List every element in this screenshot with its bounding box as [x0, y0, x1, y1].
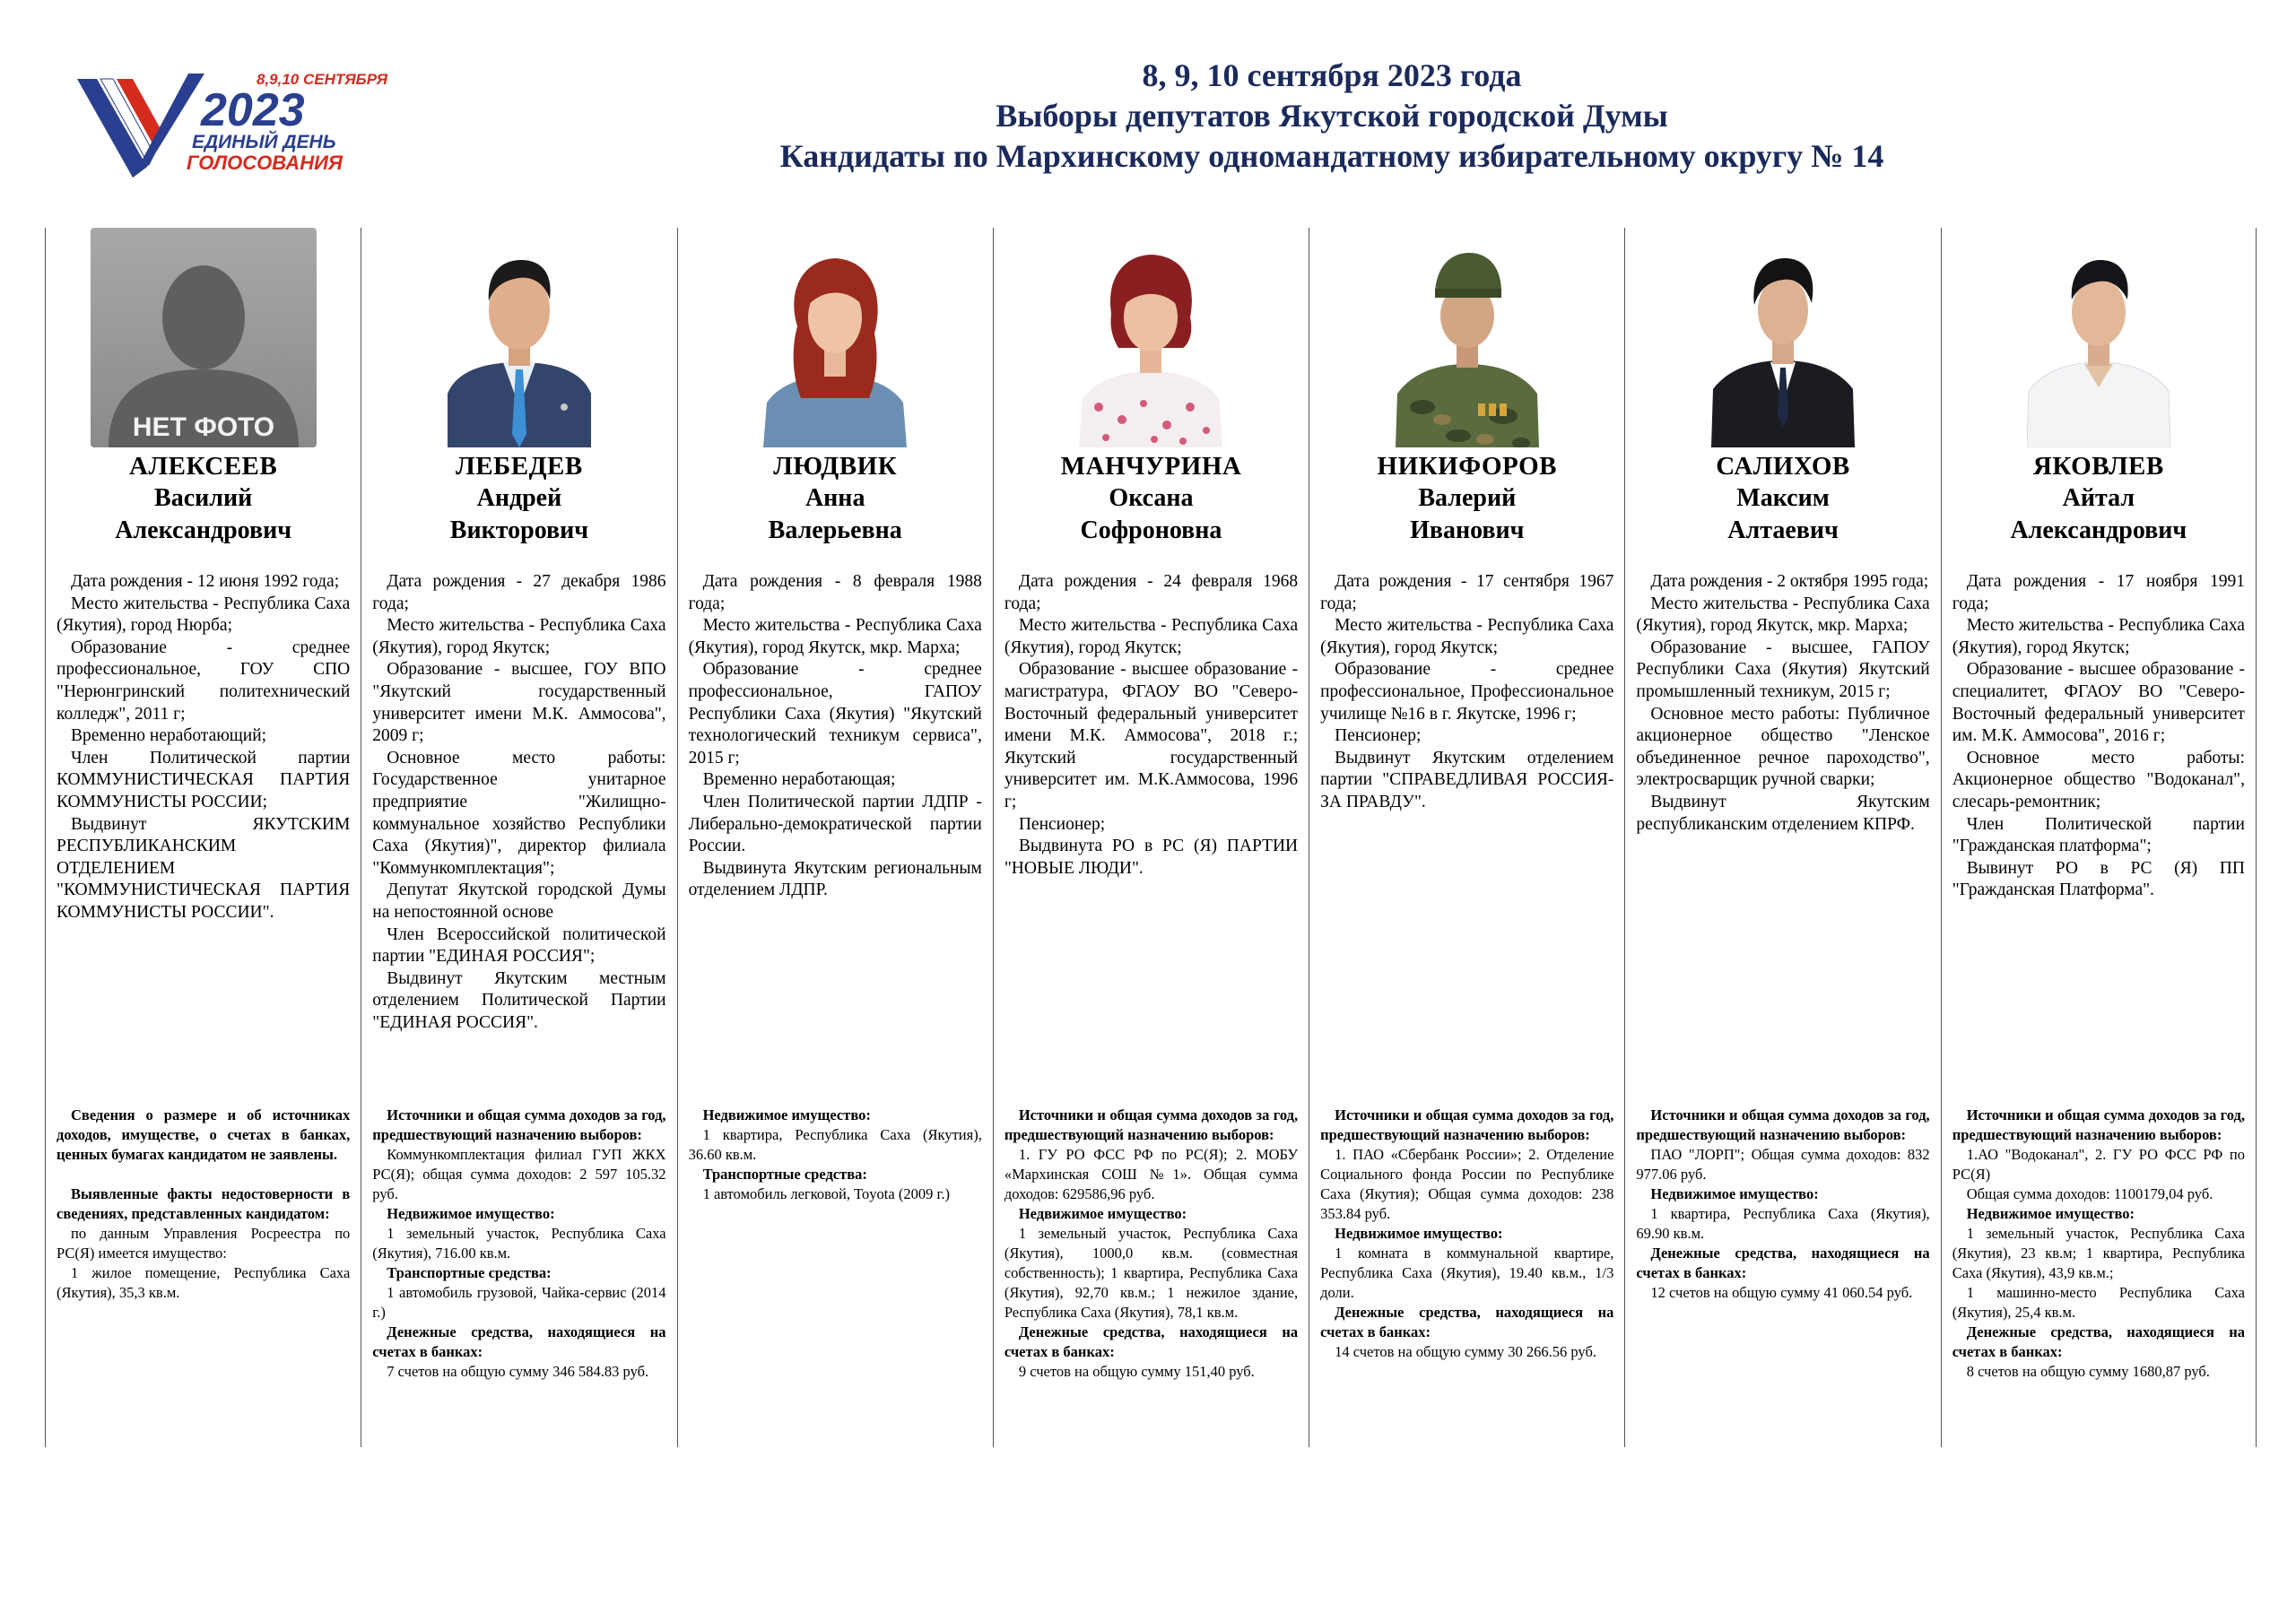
candidate-column	[993, 228, 1309, 1447]
bio-line: Выдвинута Якутским региональным отделением ЛДПР.	[688, 858, 982, 900]
candidate-name	[1942, 450, 2256, 547]
candidate-name	[994, 450, 1309, 547]
candidate-bio	[1636, 571, 1929, 836]
bio-line: Место жительства - Республика Саха (Якутия), город Якутск, мкр. Марха;	[1636, 594, 1930, 636]
candidate-photo	[91, 228, 317, 447]
candidate-first-name: Оксана	[1109, 484, 1194, 512]
candidate-name	[1309, 450, 1624, 547]
bio-line: Вывинут РО в РС (Я) ПП "Гражданская Платформа".	[1952, 858, 2245, 900]
finance-line: 14 счетов на общую сумму 30 266.56 руб.	[1335, 1343, 1596, 1360]
finance-heading: Источники и общая сумма доходов за год, предшествующий назначению выборов:	[1636, 1106, 1930, 1143]
candidate-first-name: Анна	[804, 484, 865, 512]
header-dates: 8, 9, 10 сентября 2023 года	[1142, 57, 1522, 93]
finance-heading: Источники и общая сумма доходов за год, предшествующий назначению выборов:	[1004, 1106, 1299, 1143]
candidate-column	[45, 228, 361, 1447]
candidate-patronymic: Викторович	[449, 516, 589, 544]
bio-line: Место жительства - Республика Саха (Якутия), город Якутск;	[1952, 616, 2245, 657]
header-title: Выборы депутатов Якутской городской Думы	[996, 98, 1668, 134]
page-header	[628, 56, 2036, 177]
finance-line: 1 квартира, Республика Саха (Якутия), 36.60 кв.м.	[688, 1126, 982, 1163]
candidate-photo	[763, 228, 907, 447]
finance-heading: Недвижимое имущество:	[1966, 1205, 2135, 1222]
bio-line: Дата рождения - 2 октября 1995 года;	[1650, 572, 1929, 591]
bio-line: Основное место работы: Публичное акционерное общество "Ленское объединенное речное пароходство", электросварщик ручной сварки;	[1636, 704, 1930, 790]
finance-line: по данным Управления Росреестра по РС(Я) имеется имущество:	[57, 1225, 351, 1262]
finance-line: 12 счетов на общую сумму 41 060.54 руб.	[1650, 1284, 1913, 1301]
candidate-name	[46, 450, 361, 547]
finance-line: Коммункомплектация филиал ГУП ЖКХ РС(Я); общая сумма доходов: 2 597 105.32 руб.	[372, 1146, 666, 1202]
finance-heading: Выявленные факты недостоверности в сведениях, представленных кандидатом:	[57, 1185, 351, 1222]
candidate-photo	[1396, 228, 1539, 447]
finance-line: 7 счетов на общую сумму 346 584.83 руб.	[387, 1363, 649, 1380]
finance-line: 1 машинно-место Республика Саха (Якутия), 25,4 кв.м.	[1952, 1284, 2245, 1321]
candidate-column	[677, 228, 993, 1447]
bio-line: Член Всероссийской политической партии "ЕДИНАЯ РОССИЯ";	[372, 924, 666, 967]
bio-line: Депутат Якутской городской Думы на непостоянной основе	[372, 880, 666, 922]
candidate-finance	[1004, 1106, 1298, 1382]
finance-heading: Недвижимое имущество:	[1018, 1205, 1187, 1222]
finance-line: 1 жилое помещение, Республика Саха (Якутия), 35,3 кв.м.	[57, 1264, 351, 1301]
candidate-column	[1624, 228, 1940, 1447]
finance-line: 9 счетов на общую сумму 151,40 руб.	[1018, 1363, 1255, 1380]
finance-heading: Денежные средства, находящиеся на счетах в банках:	[1320, 1304, 1614, 1340]
bio-line: Образование - высшее, ГАПОУ Республики Саха (Якутия) Якутский промышленный техникум, 2015 г;	[1636, 638, 1930, 701]
finance-heading: Источники и общая сумма доходов за год, предшествующий назначению выборов:	[1320, 1106, 1614, 1143]
finance-line: 1. ПАО «Сбербанк России»; 2. Отделение Социального фонда России по Республике Саха (Якутия); Общая сумма доходов: 238 353.84 руб.	[1320, 1146, 1614, 1222]
finance-heading: Денежные средства, находящиеся на счетах в банках:	[372, 1323, 666, 1360]
bio-line: Основное место работы: Акционерное общество "Водоканал", слесарь-ремонтник;	[1952, 748, 2245, 811]
candidate-patronymic: Алтаевич	[1727, 516, 1839, 544]
candidate-finance	[1952, 1106, 2245, 1382]
bio-line: Выдвинут ЯКУТСКИМ РЕСПУБЛИКАНСКИМ ОТДЕЛЕНИЕМ "КОММУНИСТИЧЕСКАЯ ПАРТИЯ КОММУНИСТЫ РОССИИ".	[57, 814, 351, 922]
candidate-name	[1625, 450, 1940, 547]
candidate-columns	[45, 228, 2257, 1447]
bio-line: Дата рождения - 24 февраля 1968 года;	[1004, 572, 1299, 613]
candidate-patronymic: Иванович	[1410, 516, 1525, 544]
bio-line: Место жительства - Республика Саха (Якутия), город Якутск;	[1004, 616, 1299, 657]
finance-line: 1 земельный участок, Республика Саха (Якутия), 1000,0 кв.м. (совместная собственность); 1 квартира, Республика Саха (Якутия), 92,70 кв.м.; 1 нежилое здание, Республика Саха (Якутия), 78,1 кв.м.	[1004, 1225, 1299, 1321]
bio-line: Место жительства - Республика Саха (Якутия), город Нюрба;	[57, 594, 351, 636]
finance-heading: Транспортные средства:	[702, 1166, 867, 1183]
bio-line: Место жительства - Республика Саха (Якутия), город Якутск;	[1320, 616, 1614, 657]
bio-line: Образование - среднее профессиональное, ГОУ СПО "Нерюнгринский политехнический колледж", 2011 г;	[57, 638, 351, 724]
spacer	[57, 1165, 350, 1184]
finance-heading: Сведения о размере и об источниках доходов, имуществе, о счетах в банках, ценных бумагах кандидатом не заявлены.	[57, 1106, 351, 1163]
bio-line: Дата рождения - 12 июня 1992 года;	[71, 572, 340, 591]
finance-line: Общая сумма доходов: 1100179,04 руб.	[1966, 1185, 2213, 1202]
bio-line: Дата рождения - 17 ноября 1991 года;	[1952, 572, 2245, 613]
candidate-column	[1309, 228, 1624, 1447]
finance-line: 1 квартира, Республика Саха (Якутия), 69.90 кв.м.	[1636, 1205, 1930, 1242]
candidate-patronymic: Александрович	[115, 516, 292, 544]
candidate-bio	[57, 571, 350, 924]
finance-line: 1 автомобиль легковой, Toyota (2009 г.)	[702, 1185, 950, 1202]
candidate-photo	[448, 228, 591, 447]
candidate-photo	[1079, 228, 1222, 447]
bio-line: Выдвинут Якутским республиканским отделением КПРФ.	[1636, 792, 1930, 834]
no-photo-label: НЕТ ФОТО	[132, 412, 274, 442]
bio-line: Образование - среднее профессиональное, ГАПОУ Республики Саха (Якутия) "Якутский технологический техникум сервиса", 2015 г;	[688, 660, 982, 768]
candidate-first-name: Василий	[154, 484, 253, 512]
candidate-finance	[372, 1106, 665, 1382]
header-subtitle: Кандидаты по Мархинскому одномандатному избирательному округу № 14	[779, 138, 1884, 174]
candidate-surname: НИКИФОРОВ	[1377, 452, 1557, 481]
election-logo	[77, 68, 400, 180]
finance-heading: Недвижимое имущество:	[1335, 1225, 1503, 1242]
bio-line: Временно неработающий;	[71, 726, 267, 746]
candidate-first-name: Максим	[1736, 484, 1830, 512]
bio-line: Член Политической партии ЛДПР - Либерально-демократической партии России.	[688, 792, 982, 856]
bio-line: Временно неработающая;	[702, 770, 896, 790]
candidate-bio	[1952, 571, 2245, 902]
finance-line: ПАО "ЛОРП"; Общая сумма доходов: 832 977.06 руб.	[1636, 1146, 1930, 1183]
bio-line: Выдвинут Якутским отделением партии "СПРАВЕДЛИВАЯ РОССИЯ-ЗА ПРАВДУ".	[1320, 748, 1614, 811]
bio-line: Основное место работы: Государственное унитарное предприятие "Жилищно-коммунальное хозяйство Республики Саха (Якутия)", директор филиала "Коммункомплектация";	[372, 748, 666, 878]
candidate-finance	[1320, 1106, 1613, 1362]
logo-line1: ЕДИНЫЙ ДЕНЬ	[192, 132, 336, 152]
bio-line: Член Политической партии КОММУНИСТИЧЕСКАЯ ПАРТИЯ КОММУНИСТЫ РОССИИ;	[57, 748, 351, 811]
finance-line: 1. ГУ РО ФСС РФ по РС(Я); 2. МОБУ «Мархинская СОШ №1». Общая сумма доходов: 629586,96 руб.	[1004, 1146, 1299, 1202]
bio-line: Пенсионер;	[1018, 814, 1106, 834]
candidate-surname: ЯКОВЛЕВ	[2032, 452, 2164, 481]
candidate-surname: ЛЮДВИК	[773, 452, 898, 481]
candidate-column	[1941, 228, 2257, 1447]
candidate-first-name: Айтал	[2062, 484, 2135, 512]
candidate-first-name: Андрей	[476, 484, 562, 512]
finance-heading: Источники и общая сумма доходов за год, предшествующий назначению выборов:	[1952, 1106, 2245, 1143]
finance-heading: Недвижимое имущество:	[1650, 1185, 1819, 1202]
candidate-patronymic: Валерьевна	[768, 516, 902, 544]
bio-line: Дата рождения - 17 сентября 1967 года;	[1320, 572, 1614, 613]
bio-line: Член Политической партии "Гражданская платформа";	[1952, 814, 2245, 856]
candidate-surname: МАНЧУРИНА	[1060, 452, 1242, 481]
candidate-surname: САЛИХОВ	[1716, 452, 1850, 481]
finance-heading: Денежные средства, находящиеся на счетах в банках:	[1004, 1323, 1299, 1360]
finance-heading: Денежные средства, находящиеся на счетах в банках:	[1952, 1323, 2245, 1360]
candidate-finance	[689, 1106, 982, 1204]
bio-line: Выдвинут Якутским местным отделением Политической Партии "ЕДИНАЯ РОССИЯ".	[372, 968, 666, 1032]
bio-line: Дата рождения - 27 декабря 1986 года;	[372, 572, 666, 613]
bio-line: Место жительства - Республика Саха (Якутия), город Якутск, мкр. Марха;	[688, 616, 982, 657]
finance-line: 1 автомобиль грузовой, Чайка-сервис (2014 г.)	[372, 1284, 666, 1321]
candidate-finance	[1636, 1106, 1929, 1303]
bio-line: Образование - среднее профессиональное, Профессиональное училище №16 в г. Якутске, 1996 г;	[1320, 660, 1614, 724]
candidate-first-name: Валерий	[1418, 484, 1517, 512]
candidate-bio	[1004, 571, 1298, 880]
finance-line: 1 комната в коммунальной квартире, Республика Саха (Якутия), 19.40 кв.м., 1/3 доли.	[1320, 1245, 1614, 1301]
bio-line: Выдвинута РО в РС (Я) ПАРТИИ "НОВЫЕ ЛЮДИ".	[1004, 837, 1299, 878]
candidate-name	[678, 450, 993, 547]
candidate-photo	[2027, 228, 2170, 447]
candidate-finance	[57, 1106, 350, 1303]
logo-year: 2023	[201, 84, 305, 136]
candidate-bio	[689, 571, 982, 902]
finance-heading: Транспортные средства:	[387, 1264, 552, 1281]
finance-line: 1 земельный участок, Республика Саха (Якутия), 23 кв.м; 1 квартира, Республика Саха (Якутия), 43,9 кв.м.;	[1952, 1225, 2245, 1281]
finance-heading: Денежные средства, находящиеся на счетах в банках:	[1636, 1245, 1930, 1281]
logo-dates: 8,9,10 СЕНТЯБРЯ	[257, 71, 388, 88]
candidate-bio	[372, 571, 665, 1034]
finance-heading: Недвижимое имущество:	[702, 1106, 871, 1123]
bio-line: Место жительства - Республика Саха (Якутия), город Якутск;	[372, 616, 666, 657]
candidate-patronymic: Александрович	[2010, 516, 2187, 544]
bio-line: Пенсионер;	[1335, 726, 1422, 746]
candidate-column	[361, 228, 676, 1447]
bio-line: Дата рождения - 8 февраля 1988 года;	[688, 572, 982, 613]
bio-line: Образование - высшее образование - специалитет, ФГАОУ ВО "Северо-Восточный федеральный университет им. М.К. Аммосова", 2016 г;	[1952, 660, 2245, 746]
finance-line: 1.АО "Водоканал", 2. ГУ РО ФСС РФ по РС(Я)	[1952, 1146, 2245, 1183]
candidate-patronymic: Софроновна	[1080, 516, 1222, 544]
finance-heading: Недвижимое имущество:	[387, 1205, 555, 1222]
bio-line: Образование - высшее образование - магистратура, ФГАОУ ВО "Северо-Восточный федеральный университет имени М.К. Аммосова", 2018 г.; Якутский государственный университет им. М.К.Аммосова, 1996 г;	[1004, 660, 1299, 811]
candidate-bio	[1320, 571, 1613, 814]
candidate-surname: АЛЕКСЕЕВ	[129, 452, 278, 481]
logo-line2: ГОЛОСОВАНИЯ	[187, 152, 343, 174]
finance-heading: Источники и общая сумма доходов за год, предшествующий назначению выборов:	[372, 1106, 666, 1143]
candidate-name	[361, 450, 676, 547]
bio-line: Образование - высшее, ГОУ ВПО "Якутский государственный университет имени М.К. Аммосова", 2009 г;	[372, 660, 666, 746]
candidate-surname: ЛЕБЕДЕВ	[456, 452, 583, 481]
finance-line: 8 счетов на общую сумму 1680,87 руб.	[1966, 1363, 2210, 1380]
candidate-photo	[1711, 228, 1855, 447]
finance-line: 1 земельный участок, Республика Саха (Якутия), 716.00 кв.м.	[372, 1225, 666, 1262]
